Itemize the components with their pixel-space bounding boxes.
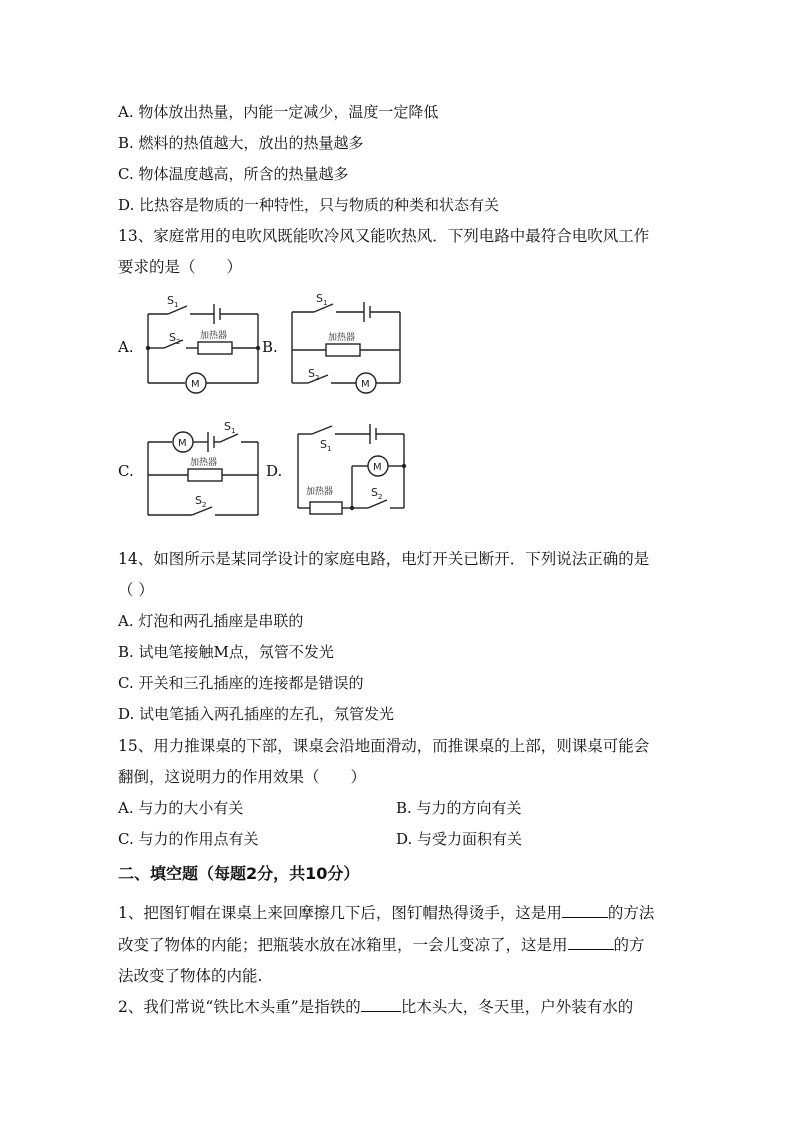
answer-blank-1[interactable]: [562, 903, 608, 918]
section-heading: 二、填空题（每题2分，共10分）: [118, 864, 360, 883]
switch-s2-label: S: [308, 367, 315, 380]
answer-blank-2[interactable]: [568, 935, 614, 950]
switch-s1-label: S: [320, 438, 327, 451]
switch-s1-label: S: [316, 292, 323, 305]
switch-s2-subscript: 2: [176, 338, 181, 346]
motor-icon: M: [361, 379, 370, 390]
q14-stem-line1: 14、如图所示是某同学设计的家庭电路，电灯开关已断开．下列说法正确的是: [118, 550, 650, 568]
fill1-line1: [118, 903, 654, 923]
q12-option-a: A. 物体放出热量，内能一定减少，温度一定降低: [118, 103, 439, 121]
heater-label: 加热器: [190, 458, 218, 468]
answer-blank-3[interactable]: [361, 997, 401, 1012]
motor-icon: M: [178, 438, 187, 449]
q12-option-b: B. 燃料的热值越大，放出的热量越多: [118, 134, 364, 152]
motor-icon: M: [191, 379, 200, 390]
switch-s2-subscript: 2: [202, 501, 207, 509]
switch-s1-subscript: 1: [323, 299, 328, 307]
q14-stem-line2: （ ）: [118, 581, 154, 599]
switch-s1-subscript: 1: [174, 301, 179, 309]
q14-option-b: B. 试电笔接触M点，氖管不发光: [118, 643, 334, 661]
circuit-diagram-a: [140, 288, 265, 388]
fill1-line2: [118, 935, 645, 955]
circuit-diagram-d: [292, 418, 410, 520]
switch-s2-subscript: 2: [378, 493, 383, 501]
q12-option-c: C. 物体温度越高，所含的热量越多: [118, 165, 349, 183]
q15-option-b: B. 与力的方向有关: [396, 799, 522, 817]
motor-icon: M: [373, 462, 382, 473]
q15-option-a: A. 与力的大小有关: [118, 799, 244, 817]
switch-s2-label: S: [169, 331, 176, 344]
fill2-text-1b: 比木头大，冬天里，户外装有水的: [400, 998, 634, 1016]
fill2-text-1a: 2、我们常说“铁比木头重”是指铁的: [118, 998, 361, 1016]
heater-label: 加热器: [306, 487, 334, 497]
heater-label: 加热器: [200, 331, 228, 341]
q15-stem-line1: 15、用力推课桌的下部，课桌会沿地面滑动，而推课桌的上部，则课桌可能会: [118, 737, 650, 755]
q15-option-c: C. 与力的作用点有关: [118, 830, 259, 848]
switch-s1-label: S: [224, 420, 231, 433]
fill1-text-2b: 的方: [613, 936, 645, 954]
switch-s2-subscript: 2: [315, 374, 320, 382]
fill1-text-2a: 改变了物体的内能；把瓶装水放在冰箱里，一会儿变凉了，这是用: [118, 936, 568, 954]
circuit-diagram-c: [140, 420, 265, 520]
fill1-text-1a: 1、把图钉帽在课桌上来回摩擦几下后，图钉帽热得烫手，这是用: [118, 904, 562, 922]
fill1-text-1b: 的方法: [607, 904, 655, 922]
switch-s1-subscript: 1: [327, 445, 332, 453]
q13-label-a: A.: [118, 338, 134, 356]
switch-s2-label: S: [371, 486, 378, 499]
q13-stem-line2: 要求的是（ ）: [118, 258, 243, 276]
switch-s1-subscript: 1: [231, 427, 236, 435]
heater-label: 加热器: [328, 333, 356, 343]
q15-option-d: D. 与受力面积有关: [396, 830, 523, 848]
fill1-line3: 法改变了物体的内能.: [118, 967, 263, 985]
q14-option-d: D. 试电笔插入两孔插座的左孔，氖管发光: [118, 705, 395, 723]
q13-label-d: D.: [266, 462, 283, 480]
switch-s1-label: S: [167, 294, 174, 307]
q15-stem-line2: 翻倒，这说明力的作用效果（ ）: [118, 768, 367, 786]
q14-option-a: A. 灯泡和两孔插座是串联的: [118, 612, 304, 630]
q13-label-c: C.: [118, 462, 134, 480]
q13-label-b: B.: [262, 338, 278, 356]
fill2-line1: [118, 997, 633, 1017]
q13-stem-line1: 13、家庭常用的电吹风既能吹冷风又能吹热风．下列电路中最符合电吹风工作: [118, 227, 650, 245]
q12-option-d: D. 比热容是物质的一种特性，只与物质的种类和状态有关: [118, 196, 500, 214]
circuit-diagram-b: [286, 290, 406, 390]
q14-option-c: C. 开关和三孔插座的连接都是错误的: [118, 674, 364, 692]
switch-s2-label: S: [195, 494, 202, 507]
